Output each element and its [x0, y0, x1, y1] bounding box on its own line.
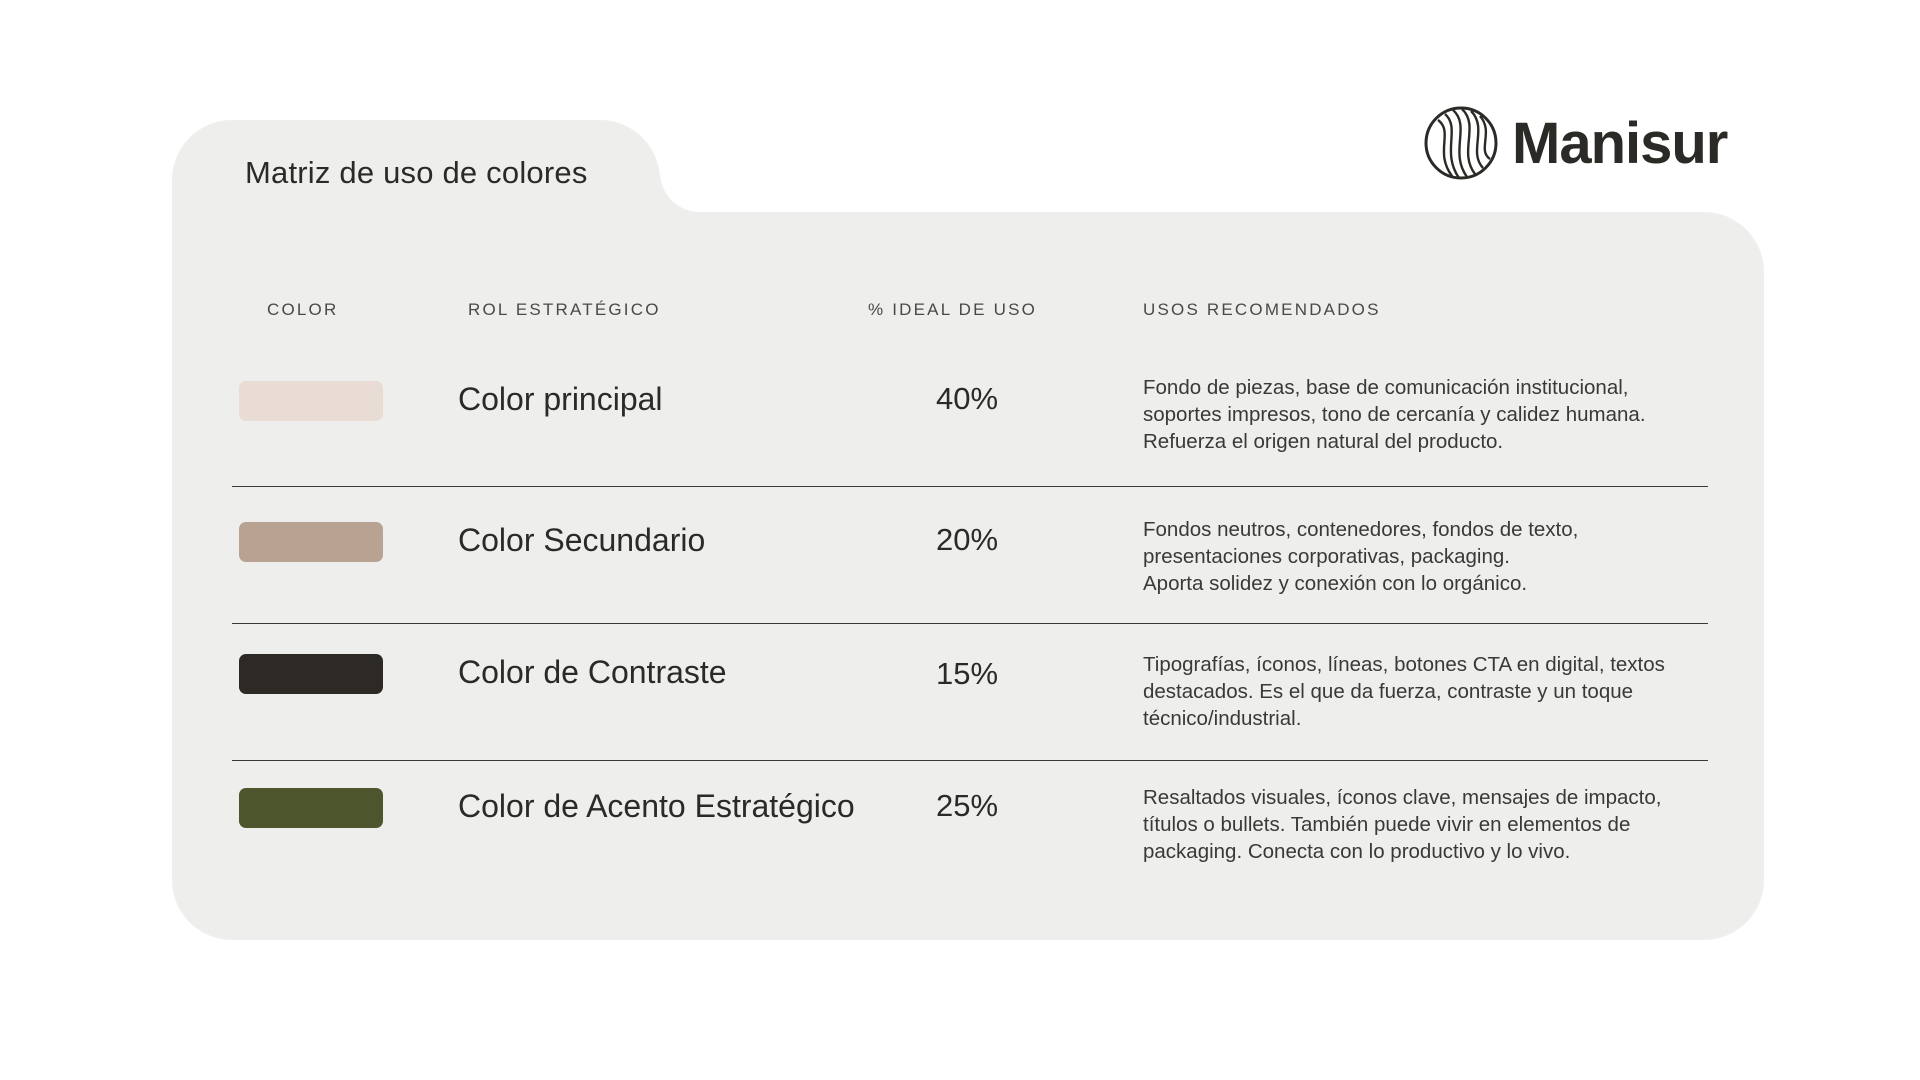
- row-description: [1143, 784, 1708, 865]
- row-description: [1143, 516, 1708, 597]
- description-line: soportes impresos, tono de cercanía y calidez humana.: [1143, 403, 1646, 426]
- description-line: técnico/industrial.: [1143, 707, 1302, 730]
- description-line: presentaciones corporativas, packaging.: [1143, 545, 1510, 568]
- description-line: Resaltados visuales, íconos clave, mensajes de impacto,: [1143, 786, 1662, 809]
- row-percent: 25%: [936, 788, 999, 823]
- description-line: packaging. Conecta con lo productivo y lo vivo.: [1143, 840, 1571, 863]
- row-role: Color principal: [458, 381, 663, 417]
- header-usos-recomendados: USOS RECOMENDADOS: [1143, 300, 1381, 319]
- row-role: Color de Contraste: [458, 654, 727, 690]
- row-divider: [232, 623, 1708, 624]
- row-description: [1143, 374, 1708, 455]
- description-line: destacados. Es el que da fuerza, contraste y un toque: [1143, 680, 1634, 703]
- header-ideal-de-uso: % IDEAL DE USO: [868, 300, 1038, 319]
- description-line: Aporta solidez y conexión con lo orgánico.: [1143, 572, 1528, 595]
- page-title: Matriz de uso de colores: [245, 155, 588, 190]
- color-swatch: [239, 381, 383, 421]
- row-percent: 20%: [936, 522, 999, 557]
- header-color: COLOR: [267, 300, 339, 319]
- row-percent: 15%: [936, 656, 999, 691]
- description-line: títulos o bullets. También puede vivir en elementos de: [1143, 813, 1631, 836]
- color-swatch: [239, 788, 383, 828]
- description-line: Fondo de piezas, base de comunicación institucional,: [1143, 376, 1629, 399]
- description-line: Tipografías, íconos, líneas, botones CTA en digital, textos: [1143, 653, 1665, 676]
- card-tab-notch: [660, 172, 700, 212]
- description-line: Fondos neutros, contenedores, fondos de texto,: [1143, 518, 1579, 541]
- row-role: Color Secundario: [458, 522, 706, 558]
- description-line: Refuerza el origen natural del producto.: [1143, 430, 1504, 453]
- row-role: Color de Acento Estratégico: [458, 788, 855, 824]
- brand-wordmark: Manisur: [1512, 110, 1728, 176]
- color-swatch: [239, 654, 383, 694]
- row-description: [1143, 651, 1708, 732]
- brand-logo: [1424, 106, 1727, 180]
- header-rol-estrategico: ROL ESTRATÉGICO: [468, 300, 661, 319]
- row-percent: 40%: [936, 381, 999, 416]
- row-divider: [232, 486, 1708, 487]
- color-swatch: [239, 522, 383, 562]
- manisur-logo-mark-icon: [1424, 106, 1498, 180]
- row-divider: [232, 760, 1708, 761]
